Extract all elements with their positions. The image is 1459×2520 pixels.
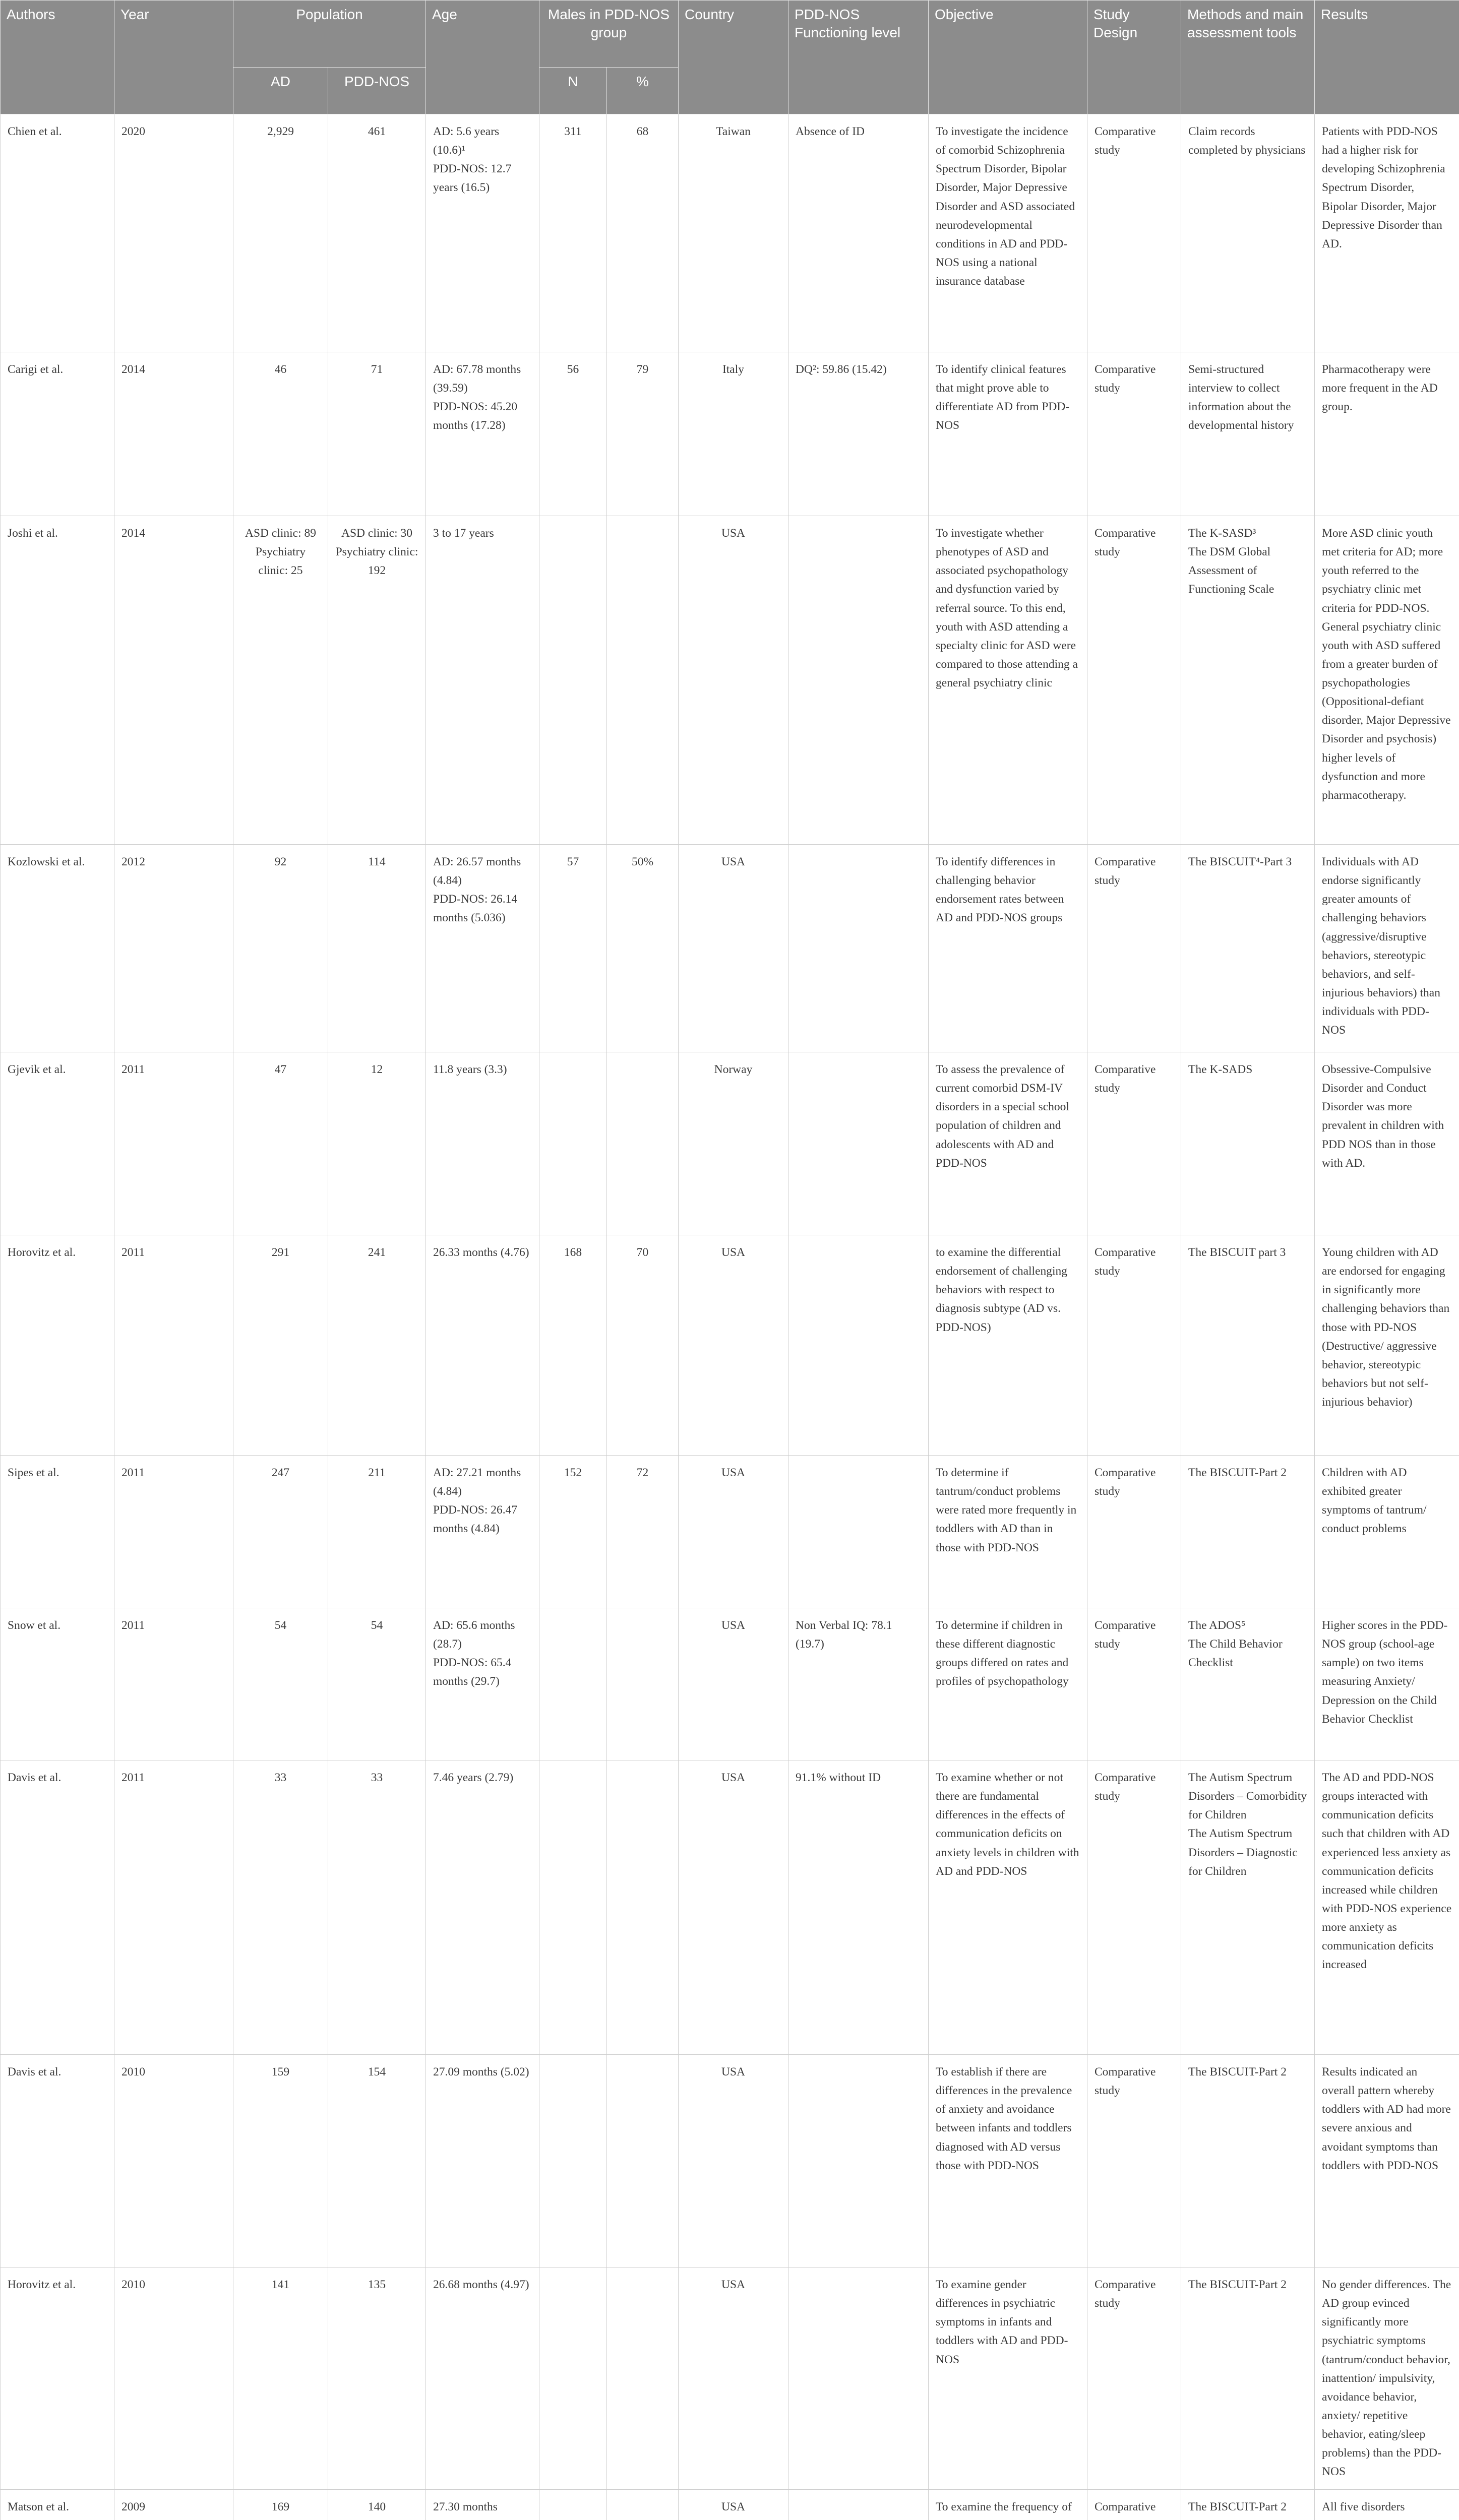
cell-population-pdd-nos: 12 <box>328 1052 426 1235</box>
cell-population-pdd-nos: 241 <box>328 1235 426 1456</box>
cell-methods: The BISCUIT-Part 2 <box>1181 1456 1315 1608</box>
cell-age: 26.33 months (4.76) <box>426 1235 539 1456</box>
cell-year: 2014 <box>114 352 233 516</box>
cell-methods: Claim records completed by physicians <box>1181 114 1315 352</box>
cell-age: AD: 67.78 months (39.59) PDD-NOS: 45.20 months (17.28) <box>426 352 539 516</box>
cell-results: Obsessive-Compulsive Disorder and Conduct Disorder was more prevalent in children with PDD NOS than in those with AD. <box>1315 1052 1459 1235</box>
cell-males-percent <box>607 2267 679 2490</box>
cell-authors: Gjevik et al. <box>1 1052 114 1235</box>
cell-population-ad: 2,929 <box>233 114 328 352</box>
header-population: Population <box>233 1 426 68</box>
cell-functioning-level <box>788 2490 929 2520</box>
cell-population-ad: 33 <box>233 1760 328 2055</box>
cell-males-n: 56 <box>539 352 607 516</box>
cell-methods: Semi-structured interview to collect information about the developmental history <box>1181 352 1315 516</box>
cell-study-design: Comparative study <box>1087 1235 1181 1456</box>
cell-country: Italy <box>679 352 788 516</box>
cell-age: 27.09 months (5.02) <box>426 2055 539 2267</box>
cell-objective: To examine the frequency of <box>929 2490 1087 2520</box>
cell-results: More ASD clinic youth met criteria for AD; more youth referred to the psychiatry clinic met criteria for PDD-NOS. General psychiatry clinic youth with ASD suffered from a greater burden of psychopathologies (Oppositional-defiant disorder, Major Depressive Disorder and psychosis) higher levels of dysfunction and more pharmacotherapy. <box>1315 516 1459 845</box>
cell-males-percent: 70 <box>607 1235 679 1456</box>
cell-functioning-level: 91.1% without ID <box>788 1760 929 2055</box>
cell-functioning-level: Non Verbal IQ: 78.1 (19.7) <box>788 1608 929 1760</box>
cell-results: Pharmacotherapy were more frequent in the AD group. <box>1315 352 1459 516</box>
table-row <box>1 114 1459 352</box>
header-methods: Methods and main assessment tools <box>1181 1 1315 114</box>
cell-year: 2011 <box>114 1235 233 1456</box>
cell-results: Children with AD exhibited greater symptoms of tantrum/ conduct problems <box>1315 1456 1459 1608</box>
cell-objective: To investigate the incidence of comorbid Schizophrenia Spectrum Disorder, Bipolar Disorder, Major Depressive Disorder and ASD associated neurodevelopmental conditions in AD and PDD-NOS using a national insurance database <box>929 114 1087 352</box>
cell-country: USA <box>679 1608 788 1760</box>
table-row <box>1 2267 1459 2490</box>
cell-functioning-level <box>788 2055 929 2267</box>
cell-objective: To identify clinical features that might prove able to differentiate AD from PDD-NOS <box>929 352 1087 516</box>
cell-authors: Matson et al. <box>1 2490 114 2520</box>
cell-study-design: Comparative study <box>1087 1608 1181 1760</box>
header-age: Age <box>426 1 539 114</box>
cell-functioning-level <box>788 516 929 845</box>
cell-authors: Davis et al. <box>1 2055 114 2267</box>
cell-methods: The BISCUIT-Part 2 <box>1181 2490 1315 2520</box>
cell-males-n <box>539 1608 607 1760</box>
cell-results: Patients with PDD-NOS had a higher risk for developing Schizophrenia Spectrum Disorder, Bipolar Disorder, Major Depressive Disorder than AD. <box>1315 114 1459 352</box>
cell-study-design: Comparative study <box>1087 1052 1181 1235</box>
cell-year: 2011 <box>114 1608 233 1760</box>
cell-year: 2010 <box>114 2055 233 2267</box>
cell-methods: The K-SASD³ The DSM Global Assessment of Functioning Scale <box>1181 516 1315 845</box>
cell-functioning-level: DQ²: 59.86 (15.42) <box>788 352 929 516</box>
cell-results: No gender differences. The AD group evinced significantly more psychiatric symptoms (tantrum/conduct behavior, inattention/ impulsivity, avoidance behavior, anxiety/ repetitive behavior, eating/sleep problems) than the PDD-NOS <box>1315 2267 1459 2490</box>
table-row <box>1 2490 1459 2520</box>
cell-population-pdd-nos: 461 <box>328 114 426 352</box>
cell-age: AD: 27.21 months (4.84) PDD-NOS: 26.47 months (4.84) <box>426 1456 539 1608</box>
cell-authors: Kozlowski et al. <box>1 845 114 1052</box>
cell-males-n: 168 <box>539 1235 607 1456</box>
cell-population-pdd-nos: 54 <box>328 1608 426 1760</box>
cell-age: 26.68 months (4.97) <box>426 2267 539 2490</box>
cell-functioning-level <box>788 1052 929 1235</box>
table-row <box>1 845 1459 1052</box>
cell-males-percent: 68 <box>607 114 679 352</box>
table-row <box>1 2055 1459 2267</box>
header-results: Results <box>1315 1 1459 114</box>
cell-males-n: 152 <box>539 1456 607 1608</box>
cell-males-n <box>539 516 607 845</box>
cell-results: Results indicated an overall pattern whereby toddlers with AD had more severe anxious and avoidant symptoms than toddlers with PDD-NOS <box>1315 2055 1459 2267</box>
cell-methods: The ADOS⁵ The Child Behavior Checklist <box>1181 1608 1315 1760</box>
cell-study-design: Comparative study <box>1087 1760 1181 2055</box>
header-pdd-nos: PDD-NOS <box>328 68 426 114</box>
header-ad: AD <box>233 68 328 114</box>
cell-population-ad: ASD clinic: 89 Psychiatry clinic: 25 <box>233 516 328 845</box>
cell-country: USA <box>679 1235 788 1456</box>
cell-methods: The BISCUIT-Part 2 <box>1181 2055 1315 2267</box>
cell-population-pdd-nos: 33 <box>328 1760 426 2055</box>
cell-country: USA <box>679 1760 788 2055</box>
cell-males-percent <box>607 1760 679 2055</box>
cell-males-percent <box>607 2055 679 2267</box>
cell-age: AD: 65.6 months (28.7) PDD-NOS: 65.4 months (29.7) <box>426 1608 539 1760</box>
cell-objective: To determine if tantrum/conduct problems were rated more frequently in toddlers with AD than in those with PDD-NOS <box>929 1456 1087 1608</box>
cell-population-pdd-nos: 135 <box>328 2267 426 2490</box>
cell-authors: Carigi et al. <box>1 352 114 516</box>
cell-objective: To establish if there are differences in the prevalence of anxiety and avoidance between infants and toddlers diagnosed with AD versus those with PDD-NOS <box>929 2055 1087 2267</box>
cell-year: 2010 <box>114 2267 233 2490</box>
cell-males-n: 57 <box>539 845 607 1052</box>
cell-functioning-level <box>788 1456 929 1608</box>
cell-results: Individuals with AD endorse significantly greater amounts of challenging behaviors (aggressive/disruptive behaviors, stereotypic behaviors, and self-injurious behaviors) than individuals with PDD-NOS <box>1315 845 1459 1052</box>
cell-objective: To determine if children in these different diagnostic groups differed on rates and profiles of psychopathology <box>929 1608 1087 1760</box>
header-males: Males in PDD-NOS group <box>539 1 679 68</box>
cell-authors: Chien et al. <box>1 114 114 352</box>
cell-males-percent: 79 <box>607 352 679 516</box>
cell-authors: Horovitz et al. <box>1 1235 114 1456</box>
cell-year: 2009 <box>114 2490 233 2520</box>
cell-results: Young children with AD are endorsed for engaging in significantly more challenging behaviors than those with PD-NOS (Destructive/ aggressive behavior, stereotypic behaviors but not self-injurious behavior) <box>1315 1235 1459 1456</box>
cell-males-n <box>539 2490 607 2520</box>
table-row <box>1 1760 1459 2055</box>
cell-year: 2011 <box>114 1456 233 1608</box>
cell-country: USA <box>679 845 788 1052</box>
cell-results: The AD and PDD-NOS groups interacted with communication deficits such that children with AD experienced less anxiety as communication deficits increased while children with PDD-NOS experience more anxiety as communication deficits increased <box>1315 1760 1459 2055</box>
table-row <box>1 1052 1459 1235</box>
cell-population-ad: 247 <box>233 1456 328 1608</box>
cell-objective: To identify differences in challenging behavior endorsement rates between AD and PDD-NOS groups <box>929 845 1087 1052</box>
cell-results: All five disorders <box>1315 2490 1459 2520</box>
cell-study-design: Comparative study <box>1087 2055 1181 2267</box>
cell-authors: Snow et al. <box>1 1608 114 1760</box>
cell-study-design: Comparative study <box>1087 1456 1181 1608</box>
cell-functioning-level: Absence of ID <box>788 114 929 352</box>
cell-country: USA <box>679 516 788 845</box>
cell-functioning-level <box>788 845 929 1052</box>
table-row <box>1 352 1459 516</box>
cell-population-ad: 169 <box>233 2490 328 2520</box>
cell-study-design: Comparative study <box>1087 845 1181 1052</box>
cell-authors: Joshi et al. <box>1 516 114 845</box>
cell-study-design: Comparative study <box>1087 352 1181 516</box>
cell-study-design: Comparative <box>1087 2490 1181 2520</box>
cell-authors: Davis et al. <box>1 1760 114 2055</box>
cell-males-percent <box>607 2490 679 2520</box>
cell-males-percent: 72 <box>607 1456 679 1608</box>
cell-population-ad: 291 <box>233 1235 328 1456</box>
cell-year: 2020 <box>114 114 233 352</box>
header-country: Country <box>679 1 788 114</box>
cell-study-design: Comparative study <box>1087 114 1181 352</box>
cell-methods: The K-SADS <box>1181 1052 1315 1235</box>
cell-population-ad: 46 <box>233 352 328 516</box>
cell-males-n <box>539 2267 607 2490</box>
cell-population-pdd-nos: 114 <box>328 845 426 1052</box>
cell-population-ad: 47 <box>233 1052 328 1235</box>
cell-year: 2014 <box>114 516 233 845</box>
cell-males-percent <box>607 1608 679 1760</box>
header-authors: Authors <box>1 1 114 114</box>
header-percent: % <box>607 68 679 114</box>
table-row <box>1 1608 1459 1760</box>
cell-population-ad: 92 <box>233 845 328 1052</box>
table-row <box>1 1235 1459 1456</box>
cell-country: USA <box>679 2055 788 2267</box>
cell-functioning-level <box>788 1235 929 1456</box>
cell-age: 11.8 years (3.3) <box>426 1052 539 1235</box>
cell-age: 3 to 17 years <box>426 516 539 845</box>
cell-authors: Sipes et al. <box>1 1456 114 1608</box>
header-objective: Objective <box>929 1 1087 114</box>
header-year: Year <box>114 1 233 114</box>
cell-population-pdd-nos: ASD clinic: 30 Psychiatry clinic: 192 <box>328 516 426 845</box>
cell-methods: The BISCUIT part 3 <box>1181 1235 1315 1456</box>
cell-country: USA <box>679 2490 788 2520</box>
header-study-design: Study Design <box>1087 1 1181 114</box>
cell-objective: To examine whether or not there are fundamental differences in the effects of communication deficits on anxiety levels in children with AD and PDD-NOS <box>929 1760 1087 2055</box>
cell-population-pdd-nos: 154 <box>328 2055 426 2267</box>
cell-year: 2012 <box>114 845 233 1052</box>
cell-males-n <box>539 1052 607 1235</box>
cell-population-ad: 54 <box>233 1608 328 1760</box>
cell-age: AD: 5.6 years (10.6)¹ PDD-NOS: 12.7 years (16.5) <box>426 114 539 352</box>
cell-population-pdd-nos: 211 <box>328 1456 426 1608</box>
cell-population-pdd-nos: 71 <box>328 352 426 516</box>
cell-year: 2011 <box>114 1760 233 2055</box>
cell-objective: To examine gender differences in psychiatric symptoms in infants and toddlers with AD and PDD-NOS <box>929 2267 1087 2490</box>
cell-males-percent <box>607 516 679 845</box>
table-body <box>1 114 1459 2520</box>
cell-methods: The BISCUIT⁴-Part 3 <box>1181 845 1315 1052</box>
table-header <box>1 1 1459 114</box>
cell-country: Taiwan <box>679 114 788 352</box>
header-functioning-level: PDD-NOS Functioning level <box>788 1 929 114</box>
cell-age: AD: 26.57 months (4.84) PDD-NOS: 26.14 months (5.036) <box>426 845 539 1052</box>
cell-objective: To assess the prevalence of current comorbid DSM-IV disorders in a special school population of children and adolescents with AD and PDD-NOS <box>929 1052 1087 1235</box>
cell-population-ad: 141 <box>233 2267 328 2490</box>
cell-males-percent: 50% <box>607 845 679 1052</box>
table-row <box>1 1456 1459 1608</box>
cell-age: 27.30 months <box>426 2490 539 2520</box>
cell-study-design: Comparative study <box>1087 2267 1181 2490</box>
cell-study-design: Comparative study <box>1087 516 1181 845</box>
cell-objective: To investigate whether phenotypes of ASD and associated psychopathology and dysfunction varied by referral source. To this end, youth with ASD attending a specialty clinic for ASD were compared to those attending a general psychiatry clinic <box>929 516 1087 845</box>
cell-country: USA <box>679 2267 788 2490</box>
cell-males-n <box>539 1760 607 2055</box>
cell-methods: The BISCUIT-Part 2 <box>1181 2267 1315 2490</box>
cell-males-n <box>539 2055 607 2267</box>
cell-country: Norway <box>679 1052 788 1235</box>
cell-authors: Horovitz et al. <box>1 2267 114 2490</box>
header-n: N <box>539 68 607 114</box>
cell-methods: The Autism Spectrum Disorders – Comorbidity for Children The Autism Spectrum Disorders – Diagnostic for Children <box>1181 1760 1315 2055</box>
cell-functioning-level <box>788 2267 929 2490</box>
cell-population-pdd-nos: 140 <box>328 2490 426 2520</box>
cell-males-n: 311 <box>539 114 607 352</box>
table-row <box>1 516 1459 845</box>
cell-population-ad: 159 <box>233 2055 328 2267</box>
cell-country: USA <box>679 1456 788 1608</box>
cell-results: Higher scores in the PDD-NOS group (school-age sample) on two items measuring Anxiety/ Depression on the Child Behavior Checklist <box>1315 1608 1459 1760</box>
cell-age: 7.46 years (2.79) <box>426 1760 539 2055</box>
cell-year: 2011 <box>114 1052 233 1235</box>
cell-males-percent <box>607 1052 679 1235</box>
cell-objective: to examine the differential endorsement of challenging behaviors with respect to diagnosis subtype (AD vs. PDD-NOS) <box>929 1235 1087 1456</box>
